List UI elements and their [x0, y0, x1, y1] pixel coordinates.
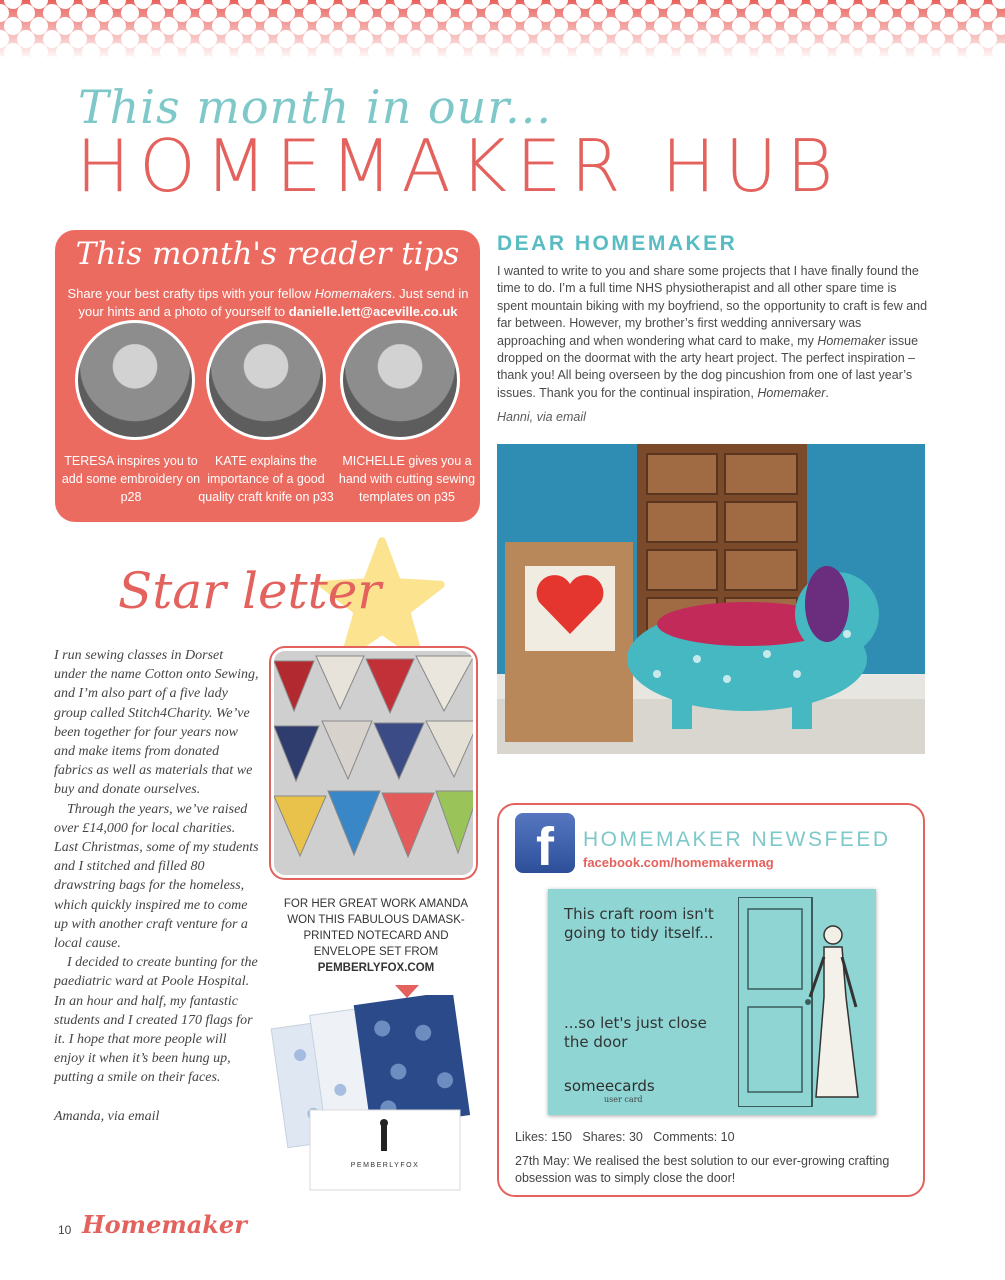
tip-caption-michelle: MICHELLE gives you a hand with cutting sewing templates on p35	[338, 454, 476, 504]
intro-text: Share your best crafty tips with your fellow	[67, 286, 315, 301]
prize-caption-text: FOR HER GREAT WORK AMANDA WON THIS FABULOUS DAMASK-PRINTED NOTECARD AND ENVELOPE SET FROM	[283, 898, 469, 958]
pincushion-illustration	[497, 444, 925, 754]
dear-text-1: I wanted to write to you and share some projects that I have finally found the time to do. I’m a full time NHS physiotherapist and all other spare time is spent mountain biking with my boyfriend, so the opportunity to craft is few and far between. However, my brother’s first wedding anniversary was approaching and when wondering what card to make, my	[497, 264, 928, 348]
dear-signature: Hanni, via email	[497, 410, 586, 424]
pemberlyfox-box-label: PEMBERLYFOX	[350, 1162, 420, 1169]
intro-text-2: . Just send in your hints and a photo of yourself to	[78, 286, 469, 319]
star-letter-p3: I decided to create bunting for the paediatric ward at Poole Hospital. In an hour and half, my fantastic students and I created 170 flags for it. I hope that more people will enjoy it when it’s been hung up, putting a smile on their faces.	[54, 955, 258, 1086]
star-letter-p2: Through the years, we’ve raised over £14,000 for local charities. Last Christmas, some of my students and I stitched and filled 80 drawstring bags for the homeless, which quickly inspired me to come up with another craft venture for a local cause.	[54, 801, 259, 952]
page-title: HOMEMAKER HUB	[76, 124, 843, 208]
star-letter-heading: Star letter	[118, 562, 382, 620]
star-letter-signature: Amanda, via email	[54, 1108, 160, 1124]
bunting-illustration	[274, 651, 476, 878]
prize-caption	[278, 896, 474, 976]
dear-homemaker-body	[497, 263, 929, 402]
portrait-kate	[206, 320, 326, 440]
post-stats: Likes: 150 Shares: 30 Comments: 10	[515, 1130, 735, 1144]
someecard-image	[548, 889, 876, 1115]
top-pattern-band	[0, 0, 1005, 60]
dear-magazine-2: Homemaker	[757, 385, 826, 400]
ecard-line-2: ...so let's just close the door	[564, 1014, 707, 1051]
tip-caption-kate: KATE explains the importance of a good quality craft knife on p33	[198, 454, 334, 504]
newsfeed-heading: HOMEMAKER NEWSFEED	[583, 828, 891, 851]
tip-caption-teresa: TERESA inspires you to add some embroidery on p28	[61, 454, 201, 504]
ecard-brand: someecards	[564, 1077, 655, 1095]
dear-text-3: .	[825, 385, 829, 400]
notecard-set-photo	[270, 995, 480, 1195]
facebook-icon: f	[515, 813, 575, 873]
dear-magazine: Homemaker	[817, 333, 886, 348]
portrait-teresa	[75, 320, 195, 440]
intro-magazine: Homemakers	[314, 286, 392, 301]
bunting-photo	[271, 648, 476, 878]
ecard-brand-sub: user card	[604, 1095, 643, 1104]
scallop-pattern	[0, 0, 1005, 60]
page-number: 10	[58, 1223, 72, 1237]
post-text: 27th May: We realised the best solution to our ever-growing crafting obsession was to simply close the door!	[515, 1154, 890, 1185]
dear-homemaker-heading: DEAR HOMEMAKER	[497, 232, 738, 255]
prize-source-link[interactable]: PEMBERLYFOX.COM	[317, 962, 435, 974]
reader-tips-intro	[67, 285, 469, 321]
section-kicker: This month in our...	[78, 80, 553, 134]
star-letter-p1: I run sewing classes in Dorset under the name Cotton onto Sewing, and I’m also part of a five lady group called Stitch4Charity. We’ve been together for four years now and make items from donated fabrics as well as materials that we buy and donate ourselves.	[54, 648, 259, 798]
star-letter-body	[54, 646, 259, 1126]
ecard-line-1: This craft room isn't going to tidy itself...	[564, 905, 714, 942]
portrait-michelle	[340, 320, 460, 440]
reader-tips-heading: This month's reader tips	[75, 236, 460, 272]
woman-closing-door-illustration	[738, 897, 868, 1107]
dog-pincushion-photo	[497, 444, 925, 754]
magazine-logo: Homemaker	[82, 1210, 247, 1239]
reader-tips-box	[55, 230, 480, 522]
notecards-illustration	[270, 995, 480, 1195]
facebook-link[interactable]: facebook.com/homemakermag	[583, 855, 774, 870]
dear-text-2: issue dropped on the doormat with the arty heart project. The perfect inspiration – thank you! All being overseen by the dog pincushion from one of last year’s issues. Thank you for the continual inspiration,	[497, 333, 919, 400]
tips-email[interactable]: danielle.lett@aceville.co.uk	[288, 304, 458, 319]
